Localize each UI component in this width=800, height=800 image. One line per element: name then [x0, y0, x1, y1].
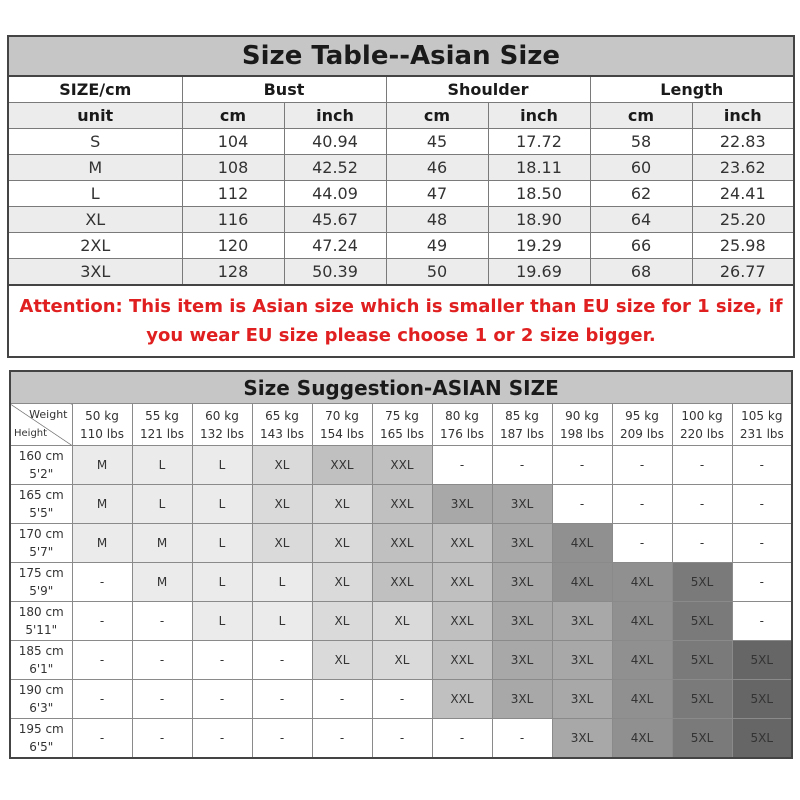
unit-shoulder-inch: inch [488, 103, 590, 129]
weight-lbs: 143 lbs [260, 426, 304, 441]
size-suggestion-cell: 3XL [552, 719, 612, 759]
weight-kg: 80 kg [445, 408, 479, 423]
weight-header-cell [252, 404, 312, 446]
weight-kg: 100 kg [681, 408, 723, 423]
height-header-cell [10, 485, 72, 524]
corner-weight-label: Weight [29, 408, 68, 421]
height-cm: 190 cm [18, 683, 64, 697]
size-suggestion-cell: - [252, 719, 312, 759]
size-suggestion-cell: - [192, 641, 252, 680]
height-cm: 165 cm [18, 488, 64, 502]
cell-length-inch: 25.98 [692, 233, 794, 259]
table-row [8, 129, 794, 155]
table-row [10, 680, 792, 719]
size-suggestion-cell: - [132, 719, 192, 759]
size-suggestion-cell: - [432, 446, 492, 485]
size-suggestion-cell: 3XL [432, 485, 492, 524]
size-suggestion-cell: M [72, 485, 132, 524]
cell-shoulder-cm: 45 [386, 129, 488, 155]
cell-length-cm: 62 [590, 181, 692, 207]
cell-length-inch: 22.83 [692, 129, 794, 155]
table-row [10, 602, 792, 641]
size-suggestion-cell: XXL [432, 602, 492, 641]
header-shoulder: Shoulder [386, 76, 590, 103]
height-header-cell [10, 446, 72, 485]
cell-length-inch: 25.20 [692, 207, 794, 233]
size-suggestion-cell: - [192, 680, 252, 719]
size-suggestion-cell: 3XL [492, 680, 552, 719]
size-suggestion-cell: - [552, 446, 612, 485]
cell-bust-inch: 40.94 [284, 129, 386, 155]
size-suggestion-cell: - [432, 719, 492, 759]
weight-kg: 60 kg [205, 408, 239, 423]
size-suggestion-cell: L [192, 524, 252, 563]
cell-bust-cm: 108 [182, 155, 284, 181]
height-ft: 6'1" [29, 662, 54, 676]
size-suggestion-cell: XL [312, 602, 372, 641]
cell-size: L [8, 181, 182, 207]
table-row [8, 259, 794, 286]
height-cm: 195 cm [18, 722, 64, 736]
cell-bust-cm: 120 [182, 233, 284, 259]
size-suggestion-cell: - [732, 485, 792, 524]
size-suggestion-cell: XL [312, 563, 372, 602]
weight-kg: 105 kg [741, 408, 783, 423]
size-suggestion-cell: 4XL [612, 641, 672, 680]
size-suggestion-cell: - [732, 524, 792, 563]
weight-header-cell [672, 404, 732, 446]
size-suggestion-cell: 3XL [492, 485, 552, 524]
height-header-cell [10, 602, 72, 641]
height-header-cell [10, 563, 72, 602]
cell-bust-cm: 112 [182, 181, 284, 207]
height-header-cell [10, 641, 72, 680]
height-cm: 175 cm [18, 566, 64, 580]
size-suggestion-cell: XXL [312, 446, 372, 485]
size-suggestion-cell: - [132, 641, 192, 680]
size-suggestion-cell: 5XL [672, 563, 732, 602]
size-suggestion-cell: L [192, 602, 252, 641]
cell-bust-cm: 104 [182, 129, 284, 155]
weight-kg: 55 kg [145, 408, 179, 423]
size-suggestion-cell: XL [252, 485, 312, 524]
size-suggestion-cell: XL [252, 524, 312, 563]
cell-length-inch: 23.62 [692, 155, 794, 181]
weight-lbs: 187 lbs [500, 426, 544, 441]
cell-shoulder-inch: 18.50 [488, 181, 590, 207]
size-suggestion-cell: - [372, 719, 432, 759]
size-suggestion-cell: M [132, 524, 192, 563]
size-suggestion-cell: - [612, 524, 672, 563]
weight-kg: 90 kg [565, 408, 599, 423]
height-ft: 5'5" [29, 506, 54, 520]
table-row [10, 446, 792, 485]
size-suggestion-cell: XL [372, 641, 432, 680]
size-suggestion-cell: 4XL [552, 524, 612, 563]
weight-lbs: 176 lbs [440, 426, 484, 441]
weight-lbs: 154 lbs [320, 426, 364, 441]
weight-header-cell [552, 404, 612, 446]
size-suggestion-cell: XXL [432, 641, 492, 680]
height-ft: 5'2" [29, 467, 54, 481]
height-cm: 160 cm [18, 449, 64, 463]
table-row [10, 641, 792, 680]
size-suggestion-cell: XL [312, 641, 372, 680]
table-row [10, 485, 792, 524]
weight-lbs: 132 lbs [200, 426, 244, 441]
size-suggestion-cell: 4XL [612, 563, 672, 602]
size-suggestion-cell: L [132, 446, 192, 485]
weight-header-cell [732, 404, 792, 446]
height-header-cell [10, 680, 72, 719]
size-suggestion-cell: 5XL [732, 680, 792, 719]
cell-size: 3XL [8, 259, 182, 286]
size-table [7, 35, 795, 358]
cell-size: XL [8, 207, 182, 233]
unit-length-cm: cm [590, 103, 692, 129]
header-bust: Bust [182, 76, 386, 103]
size-suggestion-cell: 5XL [672, 641, 732, 680]
cell-length-cm: 66 [590, 233, 692, 259]
weight-header-cell [492, 404, 552, 446]
size-suggestion-cell: 5XL [672, 719, 732, 759]
size-suggestion-cell: XL [252, 446, 312, 485]
weight-kg: 50 kg [85, 408, 119, 423]
size-suggestion-cell: XXL [432, 524, 492, 563]
cell-size: 2XL [8, 233, 182, 259]
size-suggestion-cell: - [252, 680, 312, 719]
attention-note: Attention: This item is Asian size which is smaller than EU size for 1 size, if you wear EU size please choose 1 or 2 size bigger. [8, 285, 794, 357]
size-suggestion-cell: XL [372, 602, 432, 641]
size-suggestion-cell: - [72, 602, 132, 641]
height-cm: 185 cm [18, 644, 64, 658]
corner-height-label: Height [14, 428, 48, 439]
header-length: Length [590, 76, 794, 103]
size-suggestion-cell: M [72, 446, 132, 485]
size-suggestion-cell: - [612, 485, 672, 524]
height-ft: 5'9" [29, 584, 54, 598]
height-cm: 180 cm [18, 605, 64, 619]
cell-shoulder-inch: 18.90 [488, 207, 590, 233]
unit-bust-cm: cm [182, 103, 284, 129]
suggestion-rows [10, 446, 792, 759]
weight-lbs: 198 lbs [560, 426, 604, 441]
cell-bust-inch: 44.09 [284, 181, 386, 207]
corner-cell [10, 404, 72, 446]
size-suggestion-cell: 4XL [612, 680, 672, 719]
weight-lbs: 110 lbs [80, 426, 124, 441]
height-header-cell [10, 719, 72, 759]
height-ft: 6'3" [29, 701, 54, 715]
weight-header-row [10, 404, 792, 446]
cell-bust-inch: 42.52 [284, 155, 386, 181]
height-cm: 170 cm [18, 527, 64, 541]
weight-lbs: 209 lbs [620, 426, 664, 441]
size-suggestion-cell: L [132, 485, 192, 524]
unit-header: unit [8, 103, 182, 129]
weight-header-cell [372, 404, 432, 446]
size-suggestion-cell: - [672, 485, 732, 524]
size-suggestion-cell: - [672, 446, 732, 485]
size-suggestion-table [9, 370, 793, 759]
weight-header-cell [312, 404, 372, 446]
size-suggestion-cell: - [252, 641, 312, 680]
size-suggestion-cell: L [252, 602, 312, 641]
size-suggestion-cell: 5XL [672, 680, 732, 719]
cell-length-cm: 58 [590, 129, 692, 155]
weight-header-cell [432, 404, 492, 446]
table-row [10, 719, 792, 759]
size-suggestion-cell: 3XL [552, 641, 612, 680]
size-table-title: Size Table--Asian Size [8, 36, 794, 76]
size-suggestion-cell: 4XL [612, 719, 672, 759]
size-suggestion-cell: - [192, 719, 252, 759]
size-suggestion-cell: - [492, 446, 552, 485]
size-suggestion-cell: - [72, 680, 132, 719]
suggestion-table-title: Size Suggestion-ASIAN SIZE [10, 371, 792, 404]
size-suggestion-cell: 3XL [492, 602, 552, 641]
size-suggestion-cell: M [72, 524, 132, 563]
size-suggestion-cell: 5XL [732, 719, 792, 759]
cell-bust-inch: 50.39 [284, 259, 386, 286]
table-row [10, 563, 792, 602]
header-size-cm: SIZE/cm [8, 76, 182, 103]
unit-shoulder-cm: cm [386, 103, 488, 129]
size-suggestion-cell: XXL [372, 485, 432, 524]
table-row [8, 207, 794, 233]
size-suggestion-cell: - [312, 719, 372, 759]
cell-shoulder-inch: 18.11 [488, 155, 590, 181]
cell-bust-cm: 116 [182, 207, 284, 233]
cell-bust-inch: 47.24 [284, 233, 386, 259]
weight-kg: 75 kg [385, 408, 419, 423]
height-ft: 5'11" [25, 623, 58, 637]
unit-length-inch: inch [692, 103, 794, 129]
size-suggestion-cell: - [732, 563, 792, 602]
table-row [8, 233, 794, 259]
cell-shoulder-cm: 50 [386, 259, 488, 286]
size-suggestion-cell: XL [312, 485, 372, 524]
cell-length-cm: 64 [590, 207, 692, 233]
cell-length-inch: 26.77 [692, 259, 794, 286]
size-suggestion-cell: - [72, 719, 132, 759]
cell-length-cm: 68 [590, 259, 692, 286]
size-suggestion-cell: 4XL [612, 602, 672, 641]
cell-bust-inch: 45.67 [284, 207, 386, 233]
size-suggestion-cell: 5XL [732, 641, 792, 680]
height-ft: 5'7" [29, 545, 54, 559]
weight-header-cell [612, 404, 672, 446]
weight-lbs: 220 lbs [680, 426, 724, 441]
size-suggestion-cell: - [552, 485, 612, 524]
cell-shoulder-inch: 17.72 [488, 129, 590, 155]
weight-lbs: 165 lbs [380, 426, 424, 441]
size-suggestion-cell: - [672, 524, 732, 563]
size-suggestion-cell: - [612, 446, 672, 485]
size-suggestion-cell: 3XL [492, 563, 552, 602]
size-suggestion-cell: XL [312, 524, 372, 563]
size-suggestion-cell: - [132, 602, 192, 641]
cell-shoulder-inch: 19.69 [488, 259, 590, 286]
cell-length-cm: 60 [590, 155, 692, 181]
size-suggestion-cell: 4XL [552, 563, 612, 602]
size-suggestion-cell: L [192, 446, 252, 485]
table-row [10, 524, 792, 563]
cell-shoulder-cm: 47 [386, 181, 488, 207]
size-suggestion-cell: 5XL [672, 602, 732, 641]
size-suggestion-cell: - [72, 641, 132, 680]
size-suggestion-cell: L [192, 563, 252, 602]
table-row [8, 155, 794, 181]
weight-kg: 95 kg [625, 408, 659, 423]
weight-header-cell [132, 404, 192, 446]
weight-kg: 65 kg [265, 408, 299, 423]
size-suggestion-cell: L [252, 563, 312, 602]
table-row [8, 181, 794, 207]
cell-shoulder-cm: 49 [386, 233, 488, 259]
size-suggestion-cell: 3XL [552, 602, 612, 641]
weight-header-cell [72, 404, 132, 446]
cell-size: M [8, 155, 182, 181]
size-suggestion-cell: - [732, 602, 792, 641]
cell-length-inch: 24.41 [692, 181, 794, 207]
weight-kg: 70 kg [325, 408, 359, 423]
size-suggestion-cell: 3XL [492, 641, 552, 680]
size-rows [8, 129, 794, 286]
cell-shoulder-cm: 46 [386, 155, 488, 181]
size-suggestion-cell: - [312, 680, 372, 719]
size-suggestion-cell: XXL [432, 680, 492, 719]
size-suggestion-cell: - [372, 680, 432, 719]
size-suggestion-cell: - [492, 719, 552, 759]
size-suggestion-cell: - [732, 446, 792, 485]
height-ft: 6'5" [29, 740, 54, 754]
size-suggestion-cell: - [72, 563, 132, 602]
weight-kg: 85 kg [505, 408, 539, 423]
size-suggestion-cell: - [132, 680, 192, 719]
size-suggestion-cell: XXL [372, 563, 432, 602]
size-suggestion-cell: 3XL [492, 524, 552, 563]
weight-header-cell [192, 404, 252, 446]
size-suggestion-cell: M [132, 563, 192, 602]
weight-lbs: 121 lbs [140, 426, 184, 441]
cell-size: S [8, 129, 182, 155]
unit-bust-inch: inch [284, 103, 386, 129]
cell-shoulder-cm: 48 [386, 207, 488, 233]
size-suggestion-cell: 3XL [552, 680, 612, 719]
weight-lbs: 231 lbs [739, 426, 784, 441]
cell-shoulder-inch: 19.29 [488, 233, 590, 259]
size-suggestion-cell: XXL [432, 563, 492, 602]
size-suggestion-cell: XXL [372, 524, 432, 563]
size-suggestion-cell: L [192, 485, 252, 524]
cell-bust-cm: 128 [182, 259, 284, 286]
size-suggestion-cell: XXL [372, 446, 432, 485]
height-header-cell [10, 524, 72, 563]
